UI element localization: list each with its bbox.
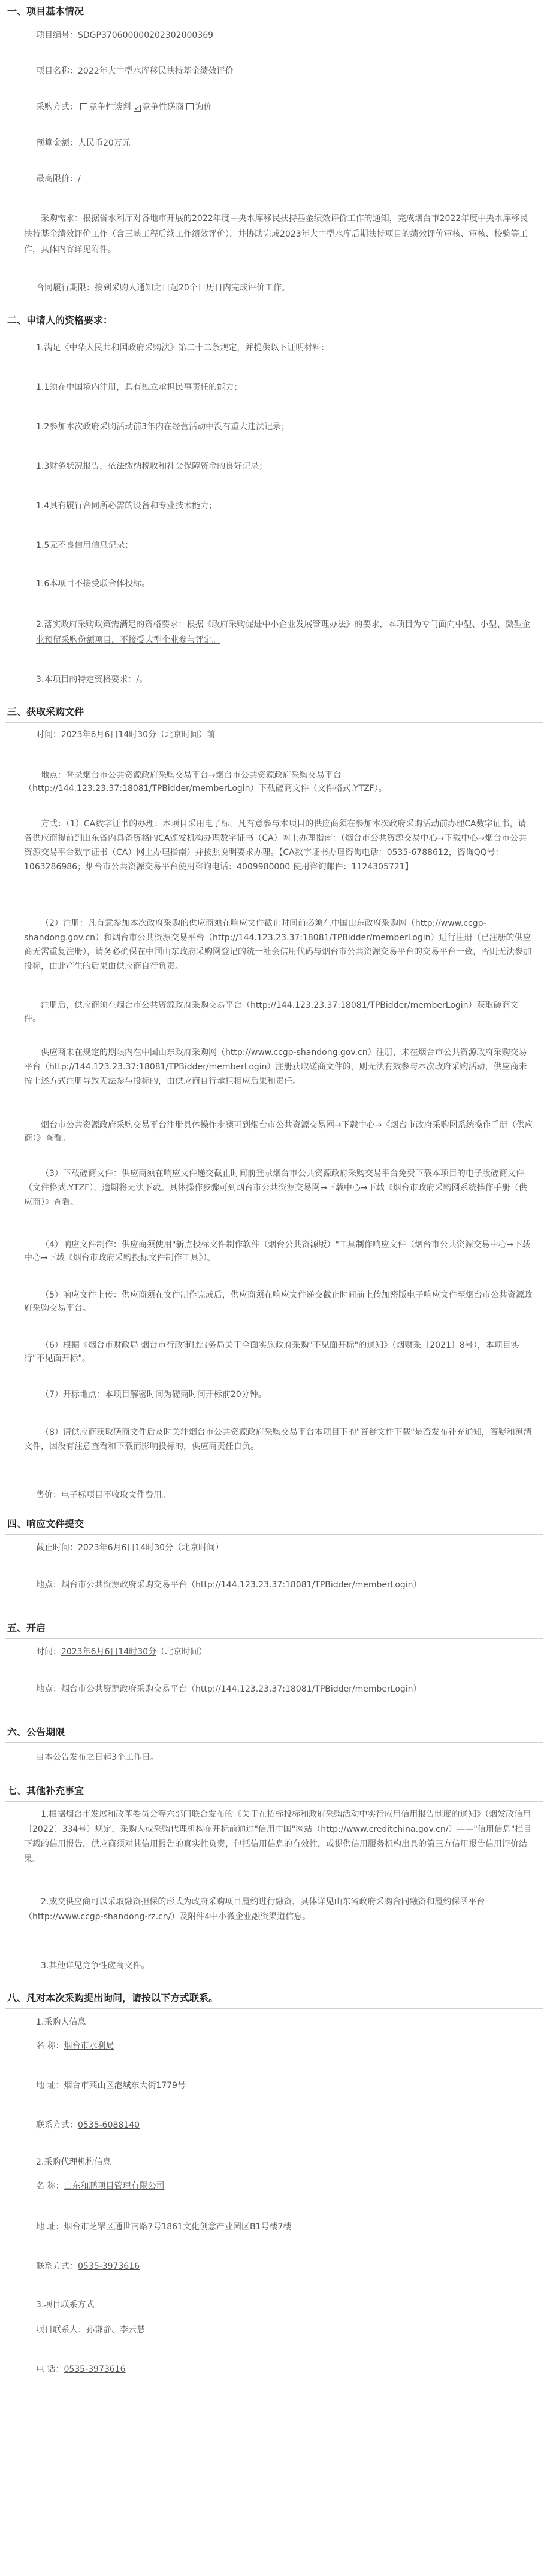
submission-deadline bbox=[36, 1541, 533, 1554]
opening-time-tail: （北京时间） bbox=[156, 1647, 207, 1657]
qualification-1-3: 1.3财务状况报告，依法缴纳税收和社会保障资金的良好记录； bbox=[36, 462, 268, 471]
document-price: 售价：电子标项目不收取文件费用。 bbox=[36, 1490, 170, 1500]
way-remote-opening: （6）根据《烟台市财政局 烟台市行政审批服务局关于全面实施政府采购"不见面开标"的通知》（烟财采〔2021〕8号），本项目实行"不见面开标"。 bbox=[24, 1341, 519, 1363]
procurement-requirement: 采购需求：根据省水利厅对各地市开展的2022年度中央水库移民扶持基金绩效评价工作的通知，完成烟台市2022年度中央水库移民扶持基金绩效评价工作（含三峡工程后续工作绩效评价），并协助完成2023年大中型水库后期扶持项目的绩效评价审核、审核、校验等工作，具体内容详见附件。 bbox=[24, 214, 528, 254]
qualification-2-label: 2.落实政府采购政策需满足的资格要求： bbox=[36, 620, 187, 629]
qualification-2-text: 根据《政府采购促进中小企业发展管理办法》的要求，本项目为专门面向中型、小型、微型企业预留采购份额项目，不接受大型企业参与评定。 bbox=[36, 620, 531, 645]
max-price: 最高限价：/ bbox=[36, 174, 81, 184]
opening-time bbox=[36, 1645, 533, 1659]
address-label: 地 址： bbox=[36, 2081, 64, 2090]
divider bbox=[5, 1638, 543, 1639]
way-response-preparation: （4）响应文件制作：供应商须使用"新点投标文件制作软件（烟台公共资源版）"工具制作响应文件（烟台市公共资源交易中心→下载中心→下载《烟台市政府采购投标文件制作工具》）。 bbox=[24, 1240, 531, 1263]
qualification-1: 1.满足《中华人民共和国政府采购法》第二十二条规定，并提供以下证明材料： bbox=[36, 343, 330, 353]
agency-phone bbox=[36, 2260, 533, 2273]
section-title-qualifications: 二、申请人的资格要求： bbox=[7, 314, 113, 326]
section-title-basic-info: 一、项目基本情况 bbox=[7, 5, 84, 17]
project-contact-person bbox=[36, 2323, 533, 2336]
phone-label: 联系方式： bbox=[36, 2120, 78, 2130]
method-option-negotiation: 竞争性谈判 bbox=[89, 102, 131, 112]
checkbox-unchecked-icon bbox=[186, 103, 194, 110]
section-title-contact: 八、凡对本次采购提出询问，请按以下方式联系。 bbox=[7, 1992, 219, 2004]
way-registration-manual: 烟台市公共资源政府采购交易平台注册具体操作步骤可到烟台市公共资源交易网→下载中心→《烟台市政府采购网系统操作手册（供应商）》查看。 bbox=[24, 1120, 533, 1143]
contact-label: 项目联系人： bbox=[36, 2325, 86, 2335]
announcement-period: 自本公告发布之日起3个工作日。 bbox=[36, 1753, 159, 1762]
method-option-consultation: 竞争性磋商 bbox=[141, 102, 184, 112]
name-label: 名 称： bbox=[36, 2041, 64, 2051]
qualification-1-1: 1.1须在中国境内注册，具有独立承担民事责任的能力； bbox=[36, 383, 243, 392]
qualification-1-6: 1.6本项目不接受联合体投标。 bbox=[36, 579, 150, 589]
divider bbox=[5, 1801, 543, 1802]
address-label: 地 址： bbox=[36, 2222, 64, 2232]
method-option-inquiry: 询价 bbox=[195, 102, 212, 112]
agency-name-value: 山东和鹏项目管理有限公司 bbox=[64, 2181, 165, 2191]
qualification-3-value: /。 bbox=[136, 675, 148, 684]
purchaser-phone bbox=[36, 2119, 533, 2132]
way-response-upload: （5）响应文件上传：供应商须在文件制作完成后，供应商须在响应文件递交截止时间前上传加密版电子响应文件至烟台市公共资源政府采购交易平台。 bbox=[24, 1290, 533, 1313]
contact-phone-label: 电 话： bbox=[36, 2365, 64, 2374]
way-download: （3）下载磋商文件：供应商须在响应文件递交截止时间前登录烟台市公共资源政府采购交易平台免费下载本项目的电子版磋商文件（文件格式.YTZF），逾期将无法下载。具体操作步骤可到烟台市公共资源交易网→下载中心→下载《烟台市政府采购网系统操作手册（供应商）》查看。 bbox=[24, 1169, 527, 1207]
project-name: 项目名称：2022年大中型水库移民扶持基金绩效评价 bbox=[36, 66, 234, 76]
supplementary-other: 3.其他详见竞争性磋商文件。 bbox=[41, 1961, 150, 1971]
deadline-tail: （北京时间） bbox=[173, 1543, 224, 1553]
section-title-get-documents: 三、获取采购文件 bbox=[7, 706, 84, 717]
qualification-1-4: 1.4具有履行合同所必需的设备和专业技术能力； bbox=[36, 501, 217, 511]
divider bbox=[5, 722, 543, 723]
opening-place: 地点：烟台市公共资源政府采购交易平台（http://144.123.23.37:18081/TPBidder/memberLogin） bbox=[36, 1684, 422, 1694]
agency-address-value: 烟台市芝罘区通世南路7号1861文化创意产业园区B1号楼7楼 bbox=[64, 2222, 292, 2232]
way-registration-after: 注册后，供应商须在烟台市公共资源政府采购交易平台（http://144.123.23.37:18081/TPBidder/memberLogin）获取磋商文件。 bbox=[24, 1001, 519, 1023]
project-contact-phone bbox=[36, 2363, 533, 2376]
qualification-3 bbox=[36, 673, 533, 686]
contact-person-value: 孙谦静、李云慧 bbox=[86, 2325, 145, 2335]
section-title-submission: 四、响应文件提交 bbox=[7, 1518, 84, 1529]
purchaser-phone-value: 0535-6088140 bbox=[78, 2120, 140, 2130]
section-title-supplementary: 七、其他补充事宜 bbox=[7, 1785, 84, 1796]
qualification-1-5: 1.5无不良信用信息记录； bbox=[36, 541, 134, 550]
purchaser-name-value: 烟台市水利局 bbox=[64, 2041, 114, 2051]
purchaser-name bbox=[36, 2039, 533, 2053]
supplementary-credit: 1.根据烟台市发展和改革委员会等六部门联合发布的《关于在招标投标和政府采购活动中实行应用信用报告制度的通知》（烟发改信用〔2022〕334号）规定，采购人或采购代理机构在开标前通过"信用中国"网站（http://www.creditchina.gov.cn/）——"信用信息"栏目下载的信用报告，供应商须对其信用报告的真实性负责，包括信用信息的有效性，或提供信用服务机构出具的第三方信用报告信用评价结果。 bbox=[24, 1810, 532, 1864]
supplementary-financing: 2.成交供应商可以采取融资担保的形式为政府采购项目履约进行融资，具体详见山东省政府采购合同融资和履约保函平台（http://www.ccgp-shandong-rz.cn/）及附件4中小微企业融资渠道信息。 bbox=[24, 1897, 485, 1922]
name-label: 名 称： bbox=[36, 2181, 64, 2191]
purchaser-address-value: 烟台市莱山区港城东大街1779号 bbox=[64, 2081, 186, 2090]
get-place: 地点：登录烟台市公共资源政府采购交易平台→烟台市公共资源政府采购交易平台（http://144.123.23.37:18081/TPBidder/memberLogin）下载磋商文件（文件格式.YTZF）。 bbox=[24, 771, 387, 793]
procurement-method bbox=[36, 101, 533, 114]
checkbox-unchecked-icon bbox=[80, 103, 87, 110]
way-decryption: （7）开标地点：本项目解密时间为磋商时间开标前20分钟。 bbox=[41, 1390, 267, 1399]
divider bbox=[5, 1534, 543, 1535]
divider bbox=[5, 1742, 543, 1743]
project-contact-heading: 3.项目联系方式 bbox=[36, 2300, 95, 2310]
get-time: 时间：2023年6月6日14时30分（北京时间）前 bbox=[36, 730, 216, 740]
way-ca-certificate: 方式：（1）CA数字证书的办理：本项目采用电子标，凡有意参与本项目的供应商须在参加本次政府采购活动前办理CA数字证书，请各供应商提前到山东省内具备资格的CA颁发机构办理数字证书（CA）网上办理指南：（烟台市公共资源交易中心→下载中心→烟台市公共资源交易平台数字证书（CA）网上办理指南）并按照说明要求办理。【CA数字证书办理咨询电话：0535-6788612，咨询QQ号：1063286986；烟台市公共资源交易平台使用咨询电话：4009980000 使用咨询邮件：1124305721】 bbox=[24, 819, 527, 872]
divider bbox=[5, 2008, 543, 2009]
method-label: 采购方式： bbox=[36, 102, 78, 112]
agency-name bbox=[36, 2180, 533, 2193]
checkbox-checked-icon: ✓ bbox=[134, 104, 140, 112]
qualification-2 bbox=[36, 617, 533, 648]
qualification-3-label: 3.本项目的特定资格要求： bbox=[36, 675, 137, 684]
submission-place: 地点：烟台市公共资源政府采购交易平台（http://144.123.23.37:18081/TPBidder/memberLogin） bbox=[36, 1580, 422, 1590]
section-title-announcement-period: 六、公告期限 bbox=[7, 1726, 65, 1738]
opening-time-value: 2023年6月6日14时30分 bbox=[61, 1647, 157, 1657]
contract-term: 合同履行期限：接到采购人通知之日起20个日历日内完成评价工作。 bbox=[36, 283, 290, 293]
phone-label: 联系方式： bbox=[36, 2262, 78, 2271]
way-clarification: （8）请供应商获取磋商文件后及时关注烟台市公共资源政府采购交易平台本项目下的"答疑文件下载"是否发布补充通知，答疑和澄清文件，因没有注意查看和下载而影响投标的，供应商责任自负。 bbox=[24, 1428, 532, 1451]
purchaser-info-heading: 1.采购人信息 bbox=[36, 2017, 86, 2027]
deadline-label: 截止时间： bbox=[36, 1543, 78, 1553]
way-registration-warning: 供应商未在规定的期限内在中国山东政府采购网（http://www.ccgp-shandong.gov.cn）注册，未在烟台市公共资源政府采购交易平台（http://144.123.23.37:18081/TPBidder/memberLogin）注册获取磋商文件的，则无法有效参与本次政府采购活动，供应商未按上述方式注册导致无法参与投标的，由供应商自行承担相应后果和责任。 bbox=[24, 1048, 527, 1086]
budget: 预算金额：人民币20万元 bbox=[36, 138, 131, 148]
purchaser-address bbox=[36, 2079, 533, 2092]
agency-address bbox=[36, 2220, 533, 2233]
agency-info-heading: 2.采购代理机构信息 bbox=[36, 2157, 111, 2167]
project-no: 项目编号：SDGP370600000202302000369 bbox=[36, 31, 214, 40]
section-title-opening: 五、开启 bbox=[7, 1622, 46, 1634]
opening-time-label: 时间： bbox=[36, 1647, 61, 1657]
contact-phone-value: 0535-3973616 bbox=[64, 2365, 126, 2374]
deadline-value: 2023年6月6日14时30分 bbox=[78, 1543, 174, 1553]
way-registration: （2）注册：凡有意参加本次政府采购的供应商须在响应文件截止时间前必须在中国山东政府采购网（http://www.ccgp-shandong.gov.cn）和烟台市公共资源交易平台（http://144.123.23.37:18081/TPBidder/memberLogin）进行注册（已注册的供应商无需重复注册），请务必确保在中国山东政府采购网登记的统一社会信用代码与烟台市公共资源交易平台的交易平台一致，否则无法参加投标，由此产生的后果由供应商自行负责。 bbox=[24, 919, 531, 971]
agency-phone-value: 0535-3973616 bbox=[78, 2262, 140, 2271]
qualification-1-2: 1.2参加本次政府采购活动前3年内在经营活动中没有重大违法记录； bbox=[36, 422, 290, 432]
